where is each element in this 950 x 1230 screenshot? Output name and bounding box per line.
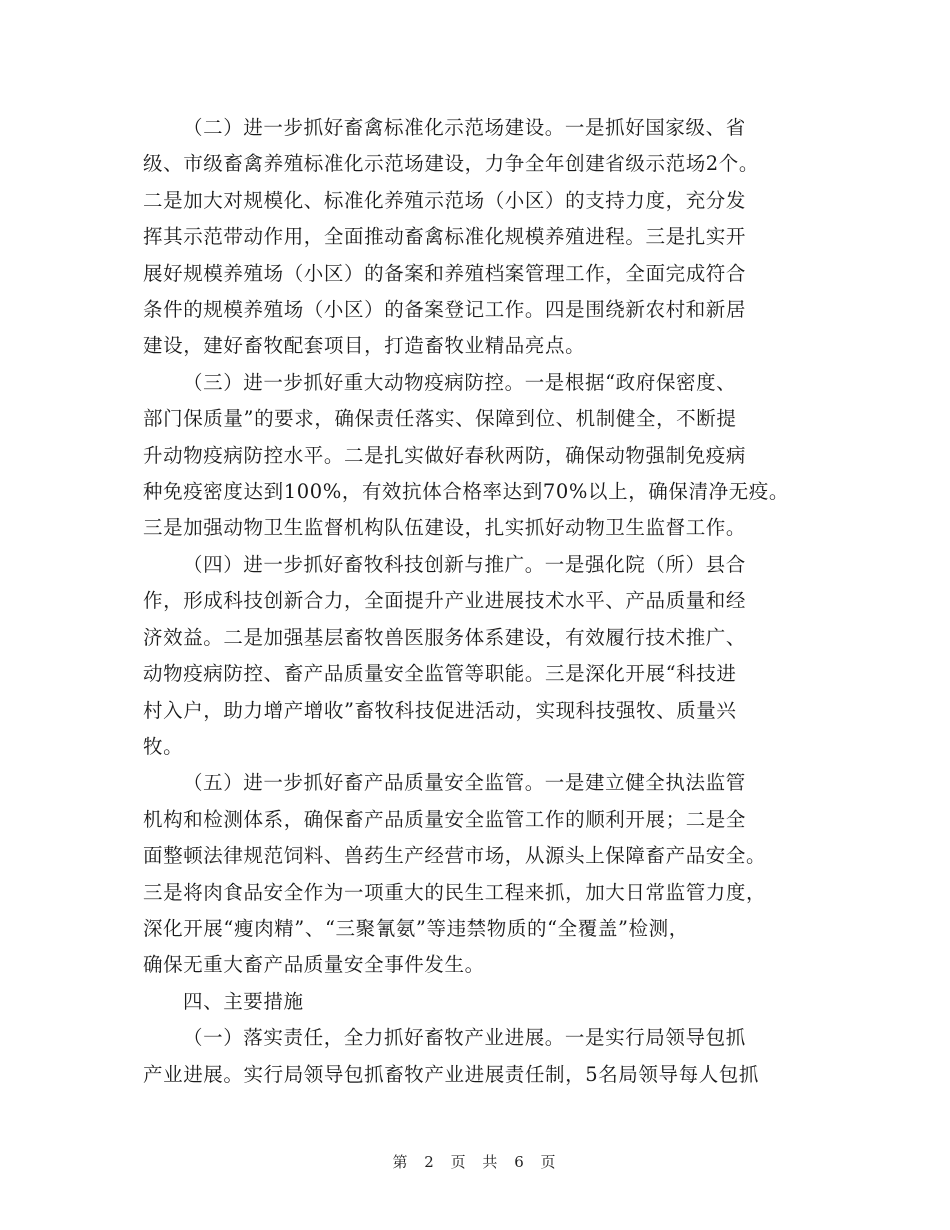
paragraph-line: （四）进一步抓好畜牧科技创新与推广。一是强化院（所）县合 [183,552,746,576]
paragraph-line: （五）进一步抓好畜产品质量安全监管。一是建立健全执法监管 [183,771,746,795]
section-heading: 四、主要措施 [183,989,304,1013]
current-page-number: 2 [424,1153,436,1171]
page-label-prefix: 第 [392,1153,410,1171]
page-label-word: 页 [450,1153,468,1171]
paragraph-line: 牧。 [143,734,184,758]
paragraph-line: 深化开展“瘦肉精”、“三聚氰氨”等违禁物质的“全覆盖”检测， [143,916,689,940]
paragraph-line: 部门保质量”的要求，确保责任落实、保障到位、机制健全，不断提 [143,407,737,431]
paragraph-line: （三）进一步抓好重大动物疫病防控。一是根据“政府保密度、 [183,370,737,394]
paragraph-technology-innovation [143,547,803,765]
total-page-number: 6 [514,1153,526,1171]
paragraph-animal-disease-control [143,365,803,547]
paragraph-line: 济效益。二是加强基层畜牧兽医服务体系建设，有效履行技术推广、 [143,625,747,649]
paragraph-product-quality-supervision [143,765,803,983]
paragraph-standardized-demonstration-farms [143,110,803,365]
paragraph-line: （二）进一步抓好畜禽标准化示范场建设。一是抓好国家级、省 [183,116,746,139]
paragraph-line: 二是加大对规模化、标准化养殖示范场（小区）的支持力度，充分发 [143,188,747,212]
paragraph-line: 面整顿法律规范饲料、兽药生产经营市场，从源头上保障畜产品安全。 [143,844,767,868]
page-label-suffix: 页 [540,1153,558,1171]
paragraph-line: 级、市级畜禽养殖标准化示范场建设，力争全年创建省级示范场2个。 [143,152,760,176]
document-body [143,110,803,1093]
paragraph-line: 产业进展。实行局领导包抓畜牧产业进展责任制，5名局领导每人包抓 [143,1062,760,1086]
paragraph-line: 条件的规模养殖场（小区）的备案登记工作。四是围绕新农村和新居 [143,298,747,322]
page-footer [0,1151,950,1172]
paragraph-line: 动物疫病防控、畜产品质量安全监管等职能。三是深化开展“科技进 [143,662,737,686]
paragraph-line: 展好规模养殖场（小区）的备案和养殖档案管理工作，全面完成符合 [143,261,747,285]
paragraph-line: 村入户，助力增产增收”畜牧科技促进活动，实现科技强牧、质量兴 [143,698,737,722]
paragraph-implement-responsibility [143,1020,803,1093]
paragraph-line: 作，形成科技创新合力，全面提升产业进展技术水平、产品质量和经 [143,589,747,613]
paragraph-line: 确保无重大畜产品质量安全事件发生。 [143,953,485,977]
paragraph-line: 建设，建好畜牧配套项目，打造畜牧业精品亮点。 [143,334,586,358]
paragraph-line: 三是将肉食品安全作为一项重大的民生工程来抓，加大日常监管力度， [143,880,767,904]
paragraph-line: 三是加强动物卫生监督机构队伍建设，扎实抓好动物卫生监督工作。 [143,516,747,540]
paragraph-line: 种免疫密度达到100%，有效抗体合格率达到70%以上，确保清净无疫。 [143,480,789,504]
paragraph-line: 机构和检测体系，确保畜产品质量安全监管工作的顺利开展；二是全 [143,807,747,831]
total-label-word: 共 [482,1153,500,1171]
paragraph-line: （一）落实责任，全力抓好畜牧产业进展。一是实行局领导包抓 [183,1026,746,1050]
paragraph-line: 升动物疫病防控水平。二是扎实做好春秋两防，确保动物强制免疫病 [143,443,747,467]
paragraph-line: 挥其示范带动作用，全面推动畜禽标准化规模养殖进程。三是扎实开 [143,225,747,249]
